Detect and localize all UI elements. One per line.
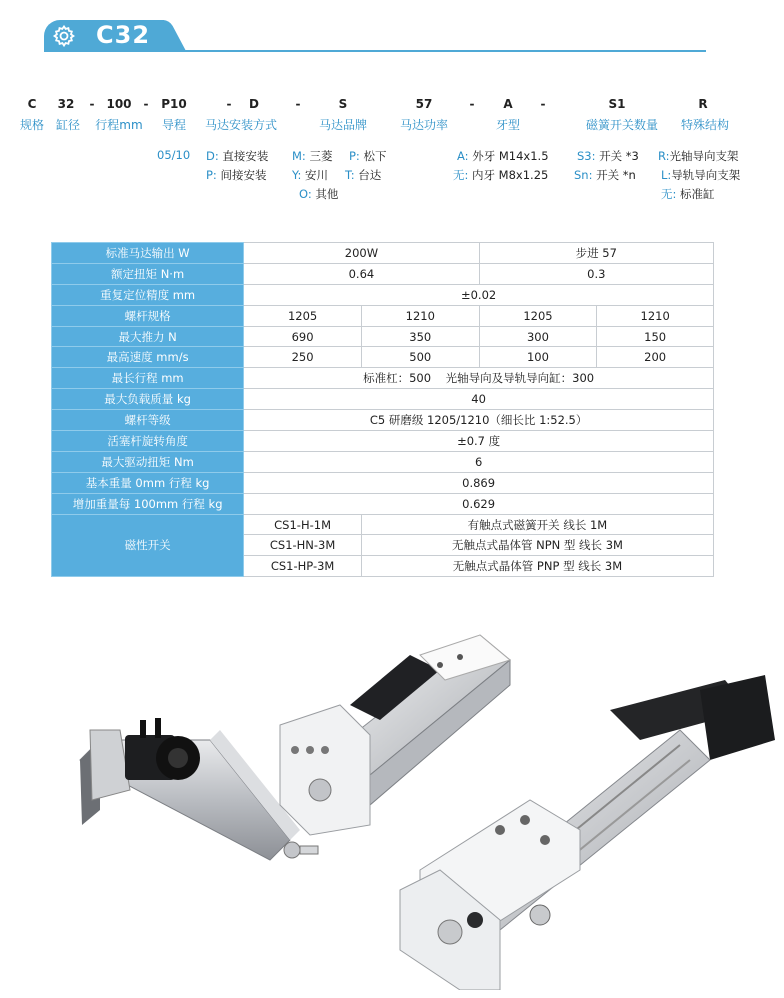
code-segment: C: [27, 97, 37, 111]
cell: CS1-HP-3M: [244, 556, 362, 577]
cell: 690: [244, 326, 362, 347]
cell: 有触点式磁簧开关 线长 1M: [361, 514, 713, 535]
code-segment: D: [249, 97, 259, 111]
table-row: [52, 284, 714, 305]
code-label: 行程mm: [95, 118, 143, 132]
mount-option: P: 间接安装: [206, 168, 267, 182]
spec-table: [51, 242, 714, 577]
cell: 150: [597, 326, 714, 347]
cell: 0.629: [244, 493, 714, 514]
cell: ±0.02: [244, 284, 714, 305]
code-label: 马达品牌: [318, 118, 368, 132]
code-segment: 100: [106, 97, 132, 111]
cell: 1210: [597, 305, 714, 326]
model-code-row: [0, 97, 784, 113]
table-row: [52, 514, 714, 535]
table-row: [52, 493, 714, 514]
code-label: 导程: [161, 118, 187, 132]
brand-option: O: 其他: [299, 187, 339, 201]
row-label: 活塞杆旋转角度: [52, 431, 244, 452]
row-label: 最高速度 mm/s: [52, 347, 244, 368]
code-label: 磁簧开关数量: [585, 118, 659, 132]
row-label: 最大推力 N: [52, 326, 244, 347]
cell: 200W: [244, 243, 479, 264]
cell: 标准杠：500 光轴导向及导轨导向缸：300: [244, 368, 714, 389]
code-segment: -: [89, 97, 95, 111]
cell: C5 研磨级 1205/1210（细长比 1:52.5）: [244, 410, 714, 431]
cell: 无触点式晶体管 PNP 型 线长 3M: [361, 556, 713, 577]
mount-option: D: 直接安装: [206, 149, 269, 163]
table-row: [52, 326, 714, 347]
switch-option: S3: 开关 *3: [577, 149, 639, 163]
cell: CS1-HN-3M: [244, 535, 362, 556]
cell: 40: [244, 389, 714, 410]
cell: 1210: [361, 305, 479, 326]
special-option: R:光轴导向支架: [658, 149, 739, 163]
code-segment: 57: [415, 97, 433, 111]
code-segment: P10: [161, 97, 187, 111]
special-option: L:导轨导向支架: [661, 168, 741, 182]
cell: 1205: [244, 305, 362, 326]
code-segment: -: [469, 97, 475, 111]
brand-option: M: 三菱: [292, 149, 333, 163]
code-label: 缸径: [55, 118, 81, 132]
code-label: 牙型: [495, 118, 521, 132]
thread-option: 无: 内牙 M8x1.25: [453, 168, 549, 182]
row-label: 标准马达输出 W: [52, 243, 244, 264]
cell: 1205: [479, 305, 597, 326]
brand-option: T: 台达: [345, 168, 382, 182]
table-row: [52, 347, 714, 368]
cell: 350: [361, 326, 479, 347]
code-label: 马达安装方式: [204, 118, 278, 132]
table-row: [52, 389, 714, 410]
table-row: [52, 263, 714, 284]
table-row: [52, 431, 714, 452]
lead-options: 05/10: [157, 148, 191, 162]
table-row: [52, 243, 714, 264]
table-row: [52, 451, 714, 472]
row-label: 最大驱动扭矩 Nm: [52, 451, 244, 472]
cell: 200: [597, 347, 714, 368]
code-segment: S1: [608, 97, 626, 111]
code-segment: -: [226, 97, 232, 111]
row-label: 额定扭矩 N·m: [52, 263, 244, 284]
switch-option: Sn: 开关 *n: [574, 168, 636, 182]
code-segment: -: [143, 97, 149, 111]
code-segment: 32: [57, 97, 75, 111]
code-segment: R: [698, 97, 708, 111]
cell: 500: [361, 347, 479, 368]
row-label: 螺杆等级: [52, 410, 244, 431]
code-segment: -: [295, 97, 301, 111]
brand-option: P: 松下: [349, 149, 387, 163]
cell: 6: [244, 451, 714, 472]
row-label: 最大负载质量 kg: [52, 389, 244, 410]
thread-option: A: 外牙 M14x1.5: [457, 149, 549, 163]
cell: ±0.7 度: [244, 431, 714, 452]
cell: 0.64: [244, 263, 479, 284]
row-label: 螺杆规格: [52, 305, 244, 326]
model-code-labels: [0, 116, 784, 132]
code-segment: A: [503, 97, 513, 111]
cell: 0.869: [244, 472, 714, 493]
cell: CS1-H-1M: [244, 514, 362, 535]
row-label: 最长行程 mm: [52, 368, 244, 389]
row-label: 磁性开关: [52, 514, 244, 577]
table-row: [52, 305, 714, 326]
brand-option: Y: 安川: [292, 168, 329, 182]
code-label: 马达功率: [399, 118, 449, 132]
cell: 100: [479, 347, 597, 368]
row-label: 重复定位精度 mm: [52, 284, 244, 305]
code-label: 规格: [19, 118, 45, 132]
table-row: [52, 368, 714, 389]
table-row: [52, 410, 714, 431]
cell: 0.3: [479, 263, 713, 284]
gear-icon: [52, 24, 76, 48]
special-option: 无: 标准缸: [661, 187, 715, 201]
code-segment: -: [540, 97, 546, 111]
row-label: 增加重量每 100mm 行程 kg: [52, 493, 244, 514]
cell: 步进 57: [479, 243, 713, 264]
cell: 无触点式晶体管 NPN 型 线长 3M: [361, 535, 713, 556]
actuator-motor-guide-image: [380, 670, 780, 990]
row-label: 基本重量 0mm 行程 kg: [52, 472, 244, 493]
code-label: 特殊结构: [680, 118, 730, 132]
cell: 250: [244, 347, 362, 368]
table-row: [52, 472, 714, 493]
cell: 300: [479, 326, 597, 347]
page-title: C32: [96, 21, 151, 49]
code-segment: S: [338, 97, 348, 111]
